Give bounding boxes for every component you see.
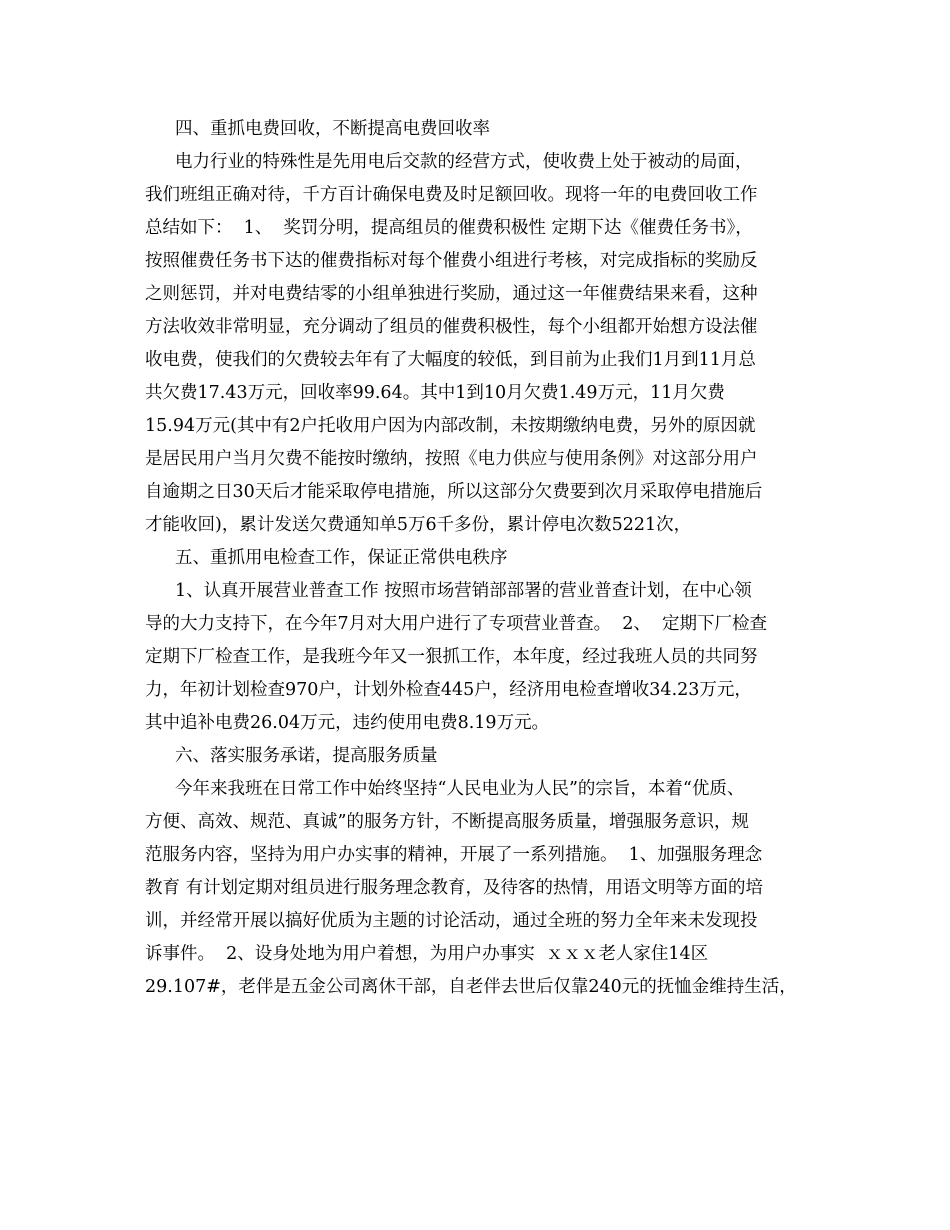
paragraph-line: 1、认真开展营业普查工作 按照市场营销部部署的营业普查计划，在中心领 [175, 581, 752, 601]
paragraph-line: 定期下厂检查工作，是我班今年又一狠抓工作，本年度，经过我班人员的共同努 [145, 647, 758, 667]
section-heading-4: 四、重抓电费回收，不断提高电费回收率 [175, 119, 490, 139]
paragraph-line: 共欠费17.43万元，回收率99.64。其中1到10月欠费1.49万元，11月欠费 [145, 383, 725, 403]
paragraph-line: 我们班组正确对待，千方百计确保电费及时足额回收。现将一年的电费回收工作 [145, 185, 758, 205]
section-heading-5: 五、重抓用电检查工作，保证正常供电秩序 [175, 548, 508, 568]
paragraph-line: 方便、高效、规范、真诚”的服务方针，不断提高服务质量，增强服务意识，规 [145, 812, 749, 832]
paragraph-line: 诉事件。 2、设身处地为用户着想，为用户办事实 ｘｘｘ老人家住14区 [145, 944, 709, 964]
paragraph-line: 按照催费任务书下达的催费指标对每个催费小组进行考核，对完成指标的奖励反 [145, 251, 758, 271]
paragraph-line: 教育 有计划定期对组员进行服务理念教育，及待客的热情，用语文明等方面的培 [145, 878, 764, 898]
paragraph-line: 是居民用户当月欠费不能按时缴纳，按照《电力供应与使用条例》对这部分用户 [145, 449, 758, 469]
paragraph-line: 力，年初计划检查970户，计划外检查445户，经济用电检查增收34.23万元， [145, 680, 752, 700]
paragraph-line: 之则惩罚，并对电费结零的小组单独进行奖励，通过这一年催费结果来看，这种 [145, 284, 758, 304]
section-heading-6: 六、落实服务承诺，提高服务质量 [175, 746, 438, 766]
paragraph-line: 收电费，使我们的欠费较去年有了大幅度的较低，到目前为止我们1月到11月总 [145, 350, 756, 370]
paragraph-line: 今年来我班在日常工作中始终坚持“人民电业为人民”的宗旨，本着“优质、 [175, 779, 745, 799]
paragraph-line: 训，并经常开展以搞好优质为主题的讨论活动，通过全班的努力全年来未发现投 [145, 911, 758, 931]
paragraph-line: 其中追补电费26.04万元，违约使用电费8.19万元。 [145, 713, 550, 733]
paragraph-line: 范服务内容，坚持为用户办实事的精神，开展了一系列措施。 1、加强服务理念 [145, 845, 763, 865]
paragraph-line: 方法收效非常明显，充分调动了组员的催费积极性，每个小组都开始想方设法催 [145, 317, 758, 337]
paragraph-line: 自逾期之日30天后才能采取停电措施，所以这部分欠费要到次月采取停电措施后 [145, 482, 763, 502]
paragraph-line: 15.94万元(其中有2户托收用户因为内部改制，未按期缴纳电费，另外的原因就 [145, 416, 756, 436]
paragraph-line: 29.107#，老伴是五金公司离休干部，自老伴去世后仅靠240元的抚恤金维持生活， [145, 977, 797, 997]
document-body [145, 113, 825, 1004]
paragraph-line: 才能收回)，累计发送欠费通知单5万6千多份，累计停电次数5221次， [145, 515, 692, 535]
paragraph-line: 电力行业的特殊性是先用电后交款的经营方式，使收费上处于被动的局面， [175, 152, 753, 172]
paragraph-line: 导的大力支持下，在今年7月对大用户进行了专项营业普查。 2、 定期下厂检查 [145, 614, 768, 634]
paragraph-line: 总结如下： 1、 奖罚分明，提高组员的催费积极性 定期下达《催费任务书》， [145, 218, 753, 238]
